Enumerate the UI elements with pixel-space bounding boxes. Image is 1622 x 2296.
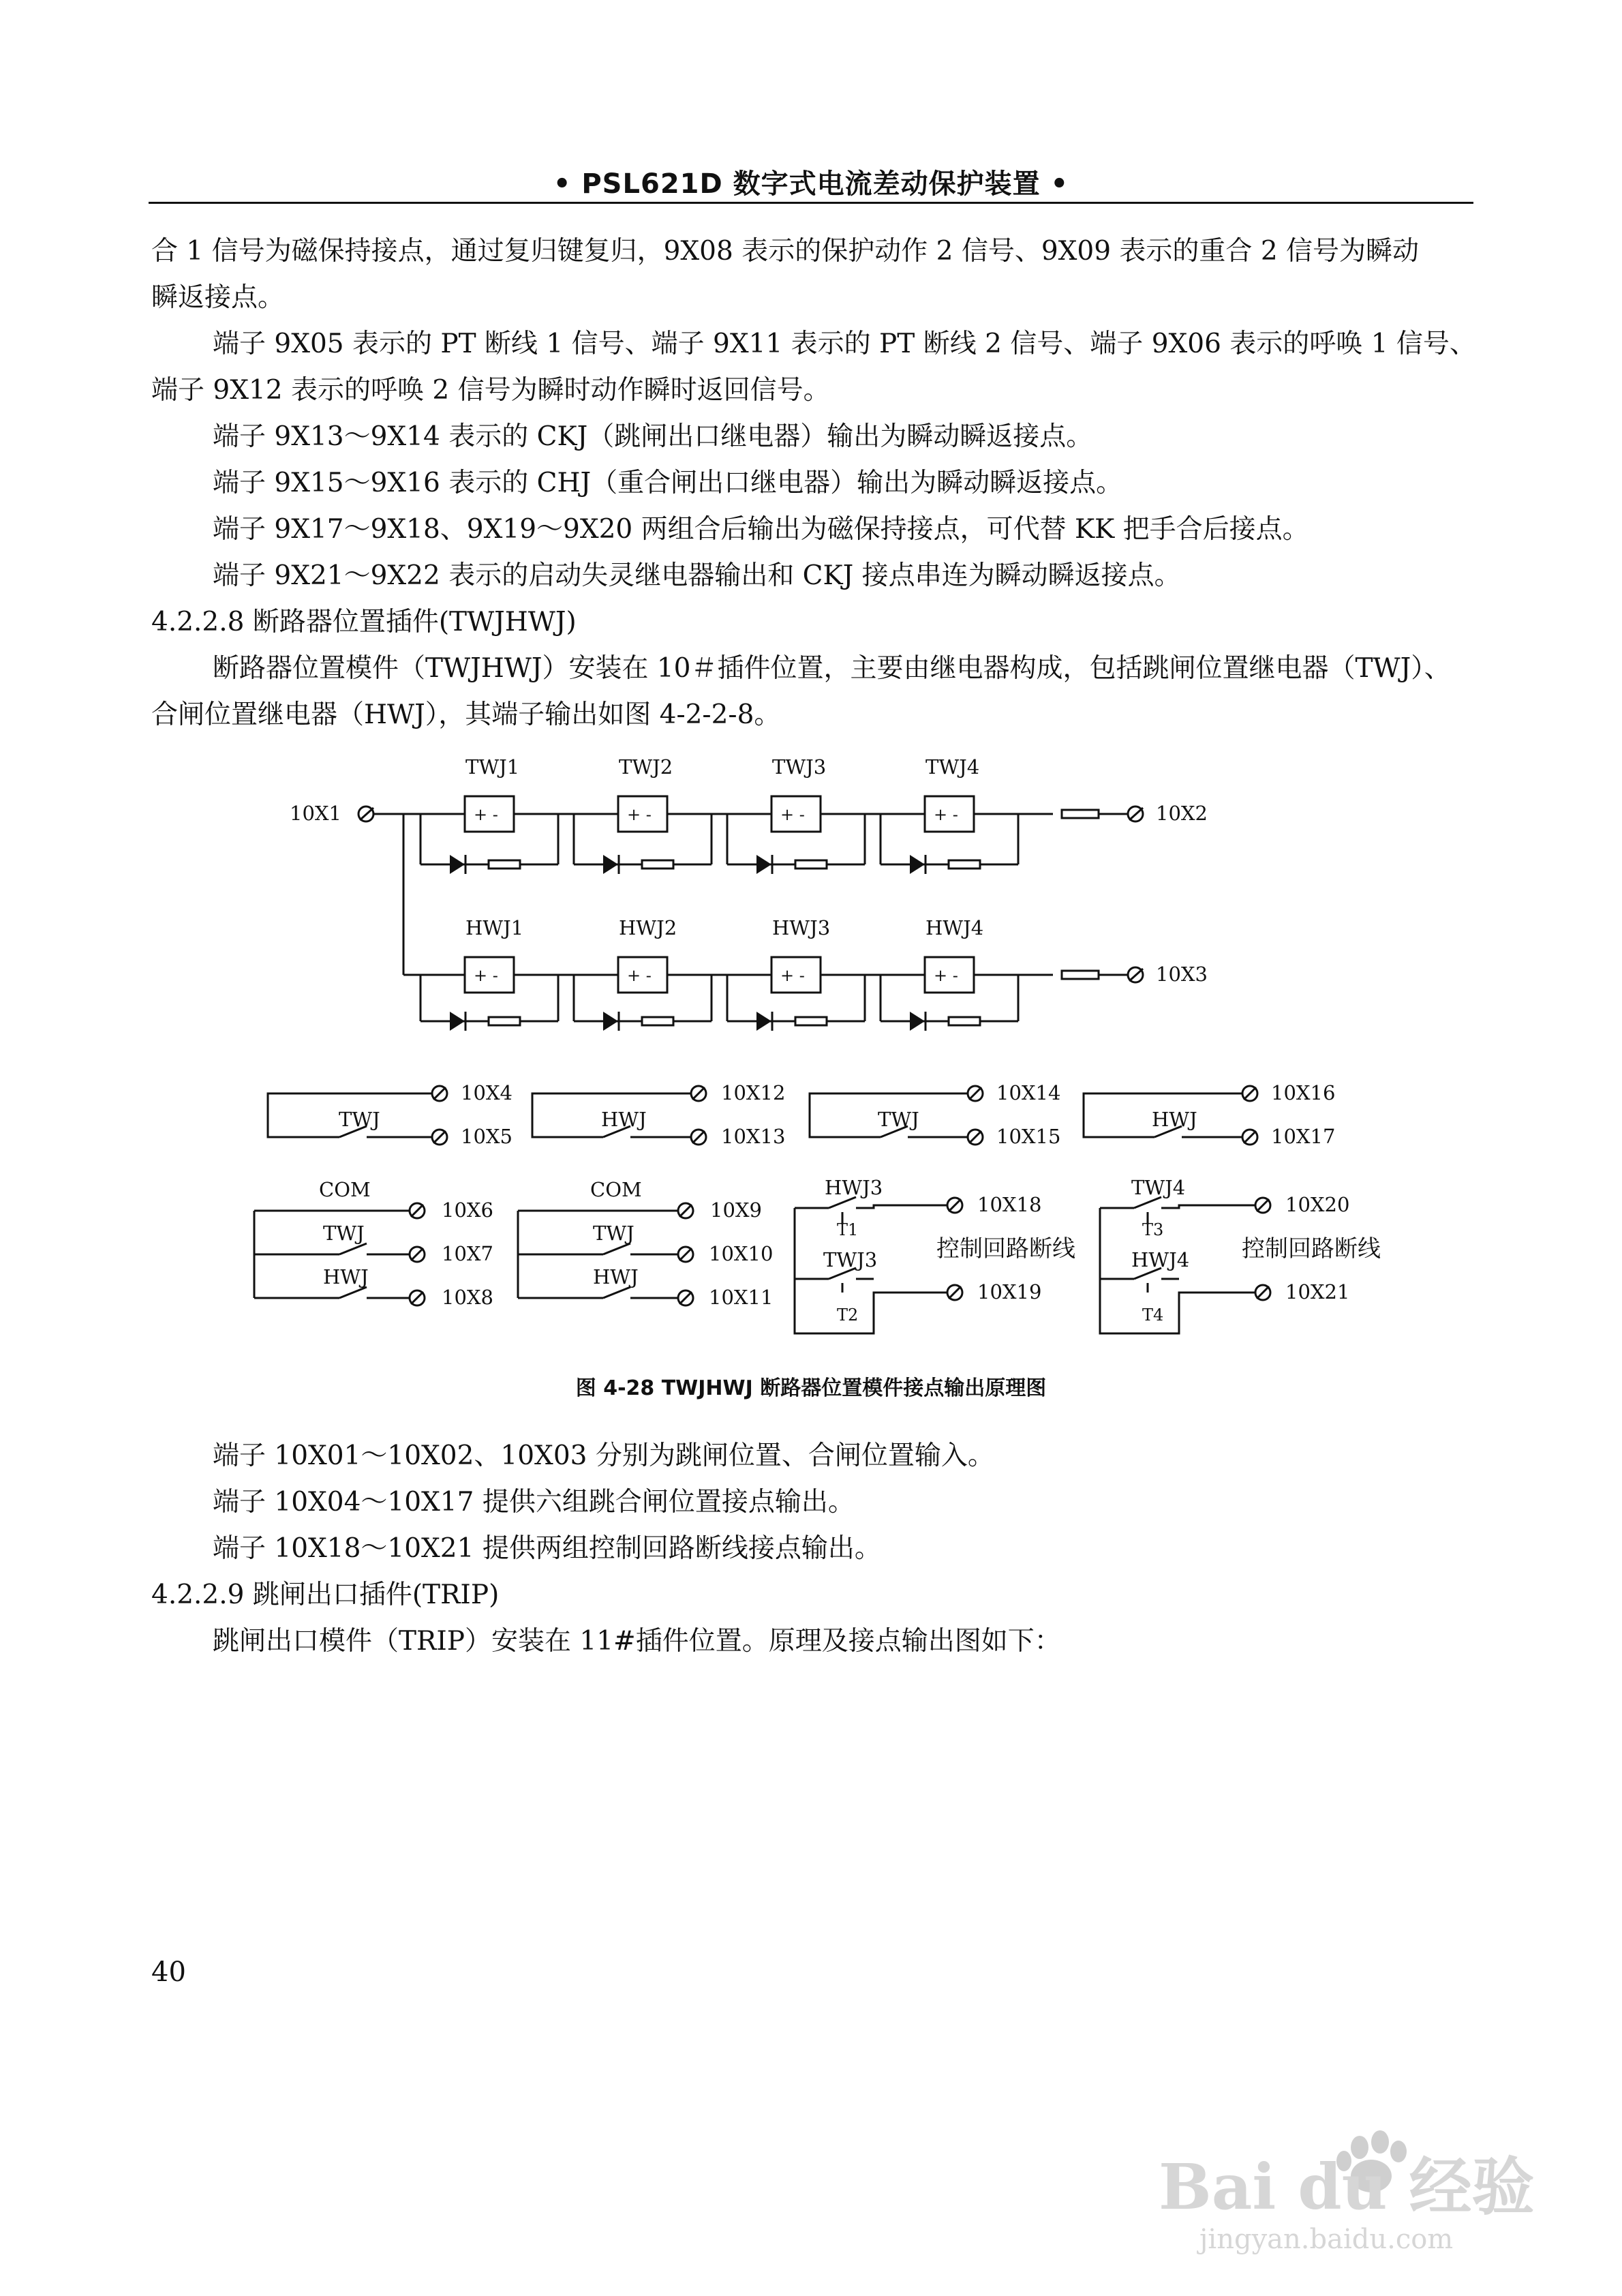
hwj-relay-row [420, 916, 1018, 1031]
ctrl-break-label: 控制回路断线 [936, 1235, 1075, 1263]
terminal-label: 10X19 [977, 1280, 1042, 1303]
contact-label: HWJ [601, 1108, 647, 1131]
paragraph-line: 端子 10X01～10X02、10X03 分别为跳闸位置、合闸位置输入。 [213, 1440, 994, 1471]
contact-label: HWJ4 [1131, 1248, 1190, 1271]
contact-label: HWJ [1152, 1108, 1197, 1131]
terminal-label: 10X5 [461, 1125, 512, 1148]
coil-sign: + - [474, 966, 498, 985]
relay-label: TWJ2 [619, 755, 673, 779]
paragraph-line: 端子 9X12 表示的呼唤 2 信号为瞬时动作瞬时返回信号。 [151, 375, 830, 406]
contact-label: TWJ3 [823, 1248, 878, 1271]
contact-pair-2 [532, 1081, 785, 1148]
relay-block-hwj3 [727, 916, 865, 1031]
com-group-1 [254, 1178, 493, 1309]
coil-sign: + - [934, 966, 958, 985]
contact-label: TWJ [323, 1222, 365, 1245]
relay-label: HWJ4 [925, 916, 984, 939]
terminal-label: 10X15 [996, 1125, 1061, 1148]
relay-label: TWJ1 [465, 755, 520, 779]
terminal-label: 10X16 [1271, 1081, 1336, 1104]
terminal-label: 10X14 [996, 1081, 1061, 1104]
terminal-label: 10X20 [1285, 1193, 1350, 1216]
figure-caption: 图 4-28 TWJHWJ 断路器位置模件接点输出原理图 [575, 1376, 1047, 1400]
terminal-label: 10X4 [461, 1081, 512, 1104]
watermark-url: jingyan.baidu.com [1199, 2224, 1454, 2255]
terminal-label: 10X10 [709, 1242, 774, 1265]
contact-label: HWJ [593, 1265, 639, 1288]
paragraph-line: 合 1 信号为磁保持接点，通过复归键复归，9X08 表示的保护动作 2 信号、9X09 表示的重合 2 信号为瞬动 [151, 236, 1420, 267]
ctrl-group-1 [795, 1176, 1075, 1333]
paragraph-line: 端子 9X17～9X18、9X19～9X20 两组合后输出为磁保持接点，可代替 KK 把手合后接点。 [213, 514, 1309, 545]
terminal-label: 10X13 [721, 1125, 786, 1148]
contact-label: T3 [1142, 1220, 1164, 1239]
paragraph-line: 端子 9X13～9X14 表示的 CKJ（跳闸出口继电器）输出为瞬动瞬返接点。 [213, 421, 1093, 452]
contact-label: HWJ3 [825, 1176, 883, 1199]
terminal-label: 10X3 [1156, 963, 1208, 986]
terminal-label: 10X17 [1271, 1125, 1336, 1148]
paragraph-line: 合闸位置继电器（HWJ），其端子输出如图 4-2-2-8。 [151, 699, 781, 730]
terminal-label: 10X9 [710, 1198, 762, 1222]
coil-sign: + - [627, 805, 652, 824]
paragraph-line: 断路器位置模件（TWJHWJ）安装在 10＃插件位置，主要由继电器构成，包括跳闸位置继电器（TWJ）、 [213, 653, 1451, 684]
paragraph-line: 端子 9X05 表示的 PT 断线 1 信号、端子 9X11 表示的 PT 断线 2 信号、端子 9X06 表示的呼唤 1 信号、 [213, 329, 1476, 359]
contact-pair-3 [810, 1081, 1060, 1148]
contact-label: TWJ4 [1131, 1176, 1186, 1199]
com-group-2 [518, 1178, 773, 1309]
watermark-logo [1152, 2127, 1533, 2256]
page-number: 40 [151, 1957, 186, 1988]
relay-label: HWJ3 [772, 916, 831, 939]
paragraph-line: 瞬返接点。 [151, 282, 285, 313]
contact-pair-4 [1084, 1081, 1335, 1148]
paragraph-line: 端子 9X21～9X22 表示的启动失灵继电器输出和 CKJ 接点串连为瞬动瞬返接点。 [213, 560, 1181, 591]
watermark-brand: Bai du 经验 [1159, 2150, 1533, 2224]
contact-label: TWJ [878, 1108, 919, 1131]
section-heading: 4.2.2.8 断路器位置插件(TWJHWJ) [151, 607, 577, 637]
relay-block-hwj1 [420, 916, 558, 1031]
relay-label: HWJ2 [619, 916, 677, 939]
paragraph-line: 端子 10X18～10X21 提供两组控制回路断线接点输出。 [213, 1533, 881, 1564]
paragraph-line: 跳闸出口模件（TRIP）安装在 11#插件位置。原理及接点输出图如下： [213, 1626, 1061, 1657]
terminal-label: 10X2 [1156, 802, 1208, 825]
coil-sign: + - [934, 805, 958, 824]
contact-label: TWJ [339, 1108, 380, 1131]
running-header: • PSL621D 数字式电流差动保护装置 • [553, 168, 1069, 200]
ctrl-break-label: 控制回路断线 [1242, 1235, 1381, 1263]
terminal-label: 10X1 [290, 802, 341, 825]
contact-label: COM [319, 1178, 371, 1201]
paw-icon [1152, 2127, 1533, 2256]
contact-label: COM [590, 1178, 642, 1201]
contact-label: T4 [1142, 1305, 1164, 1325]
contact-label: T1 [837, 1220, 859, 1239]
terminal-label: 10X21 [1285, 1280, 1350, 1303]
terminal-label: 10X6 [442, 1198, 493, 1222]
coil-sign: + - [780, 805, 805, 824]
contact-pair-1 [268, 1081, 512, 1148]
ctrl-group-2 [1100, 1176, 1381, 1333]
relay-label: TWJ4 [925, 755, 980, 779]
relay-block-hwj2 [574, 916, 711, 1031]
terminal-label: 10X12 [721, 1081, 786, 1104]
terminal-label: 10X11 [709, 1286, 774, 1309]
terminal-label: 10X8 [442, 1286, 493, 1309]
paragraph-line: 端子 9X15～9X16 表示的 CHJ（重合闸出口继电器）输出为瞬动瞬返接点。 [213, 468, 1123, 498]
contact-label: TWJ [593, 1222, 634, 1245]
relay-block-hwj4 [881, 916, 1018, 1031]
paragraph-line: 端子 10X04～10X17 提供六组跳合闸位置接点输出。 [213, 1487, 855, 1517]
terminal-label: 10X7 [442, 1242, 493, 1265]
coil-sign: + - [627, 966, 652, 985]
section-heading: 4.2.2.9 跳闸出口插件(TRIP) [151, 1580, 500, 1610]
coil-sign: + - [780, 966, 805, 985]
contact-label: HWJ [323, 1265, 369, 1288]
terminal-label: 10X18 [977, 1193, 1042, 1216]
contact-label: T2 [837, 1305, 859, 1325]
relay-label: HWJ1 [465, 916, 524, 939]
relay-label: TWJ3 [772, 755, 827, 779]
coil-sign: + - [474, 805, 498, 824]
